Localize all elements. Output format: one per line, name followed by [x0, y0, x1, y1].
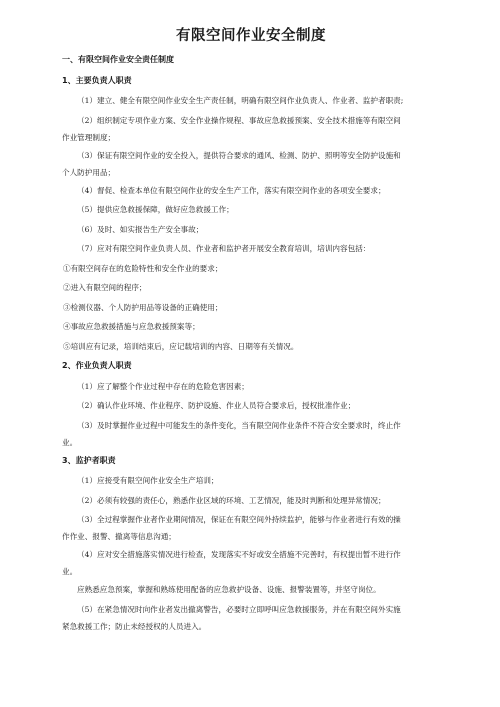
paragraph-line: 业。 — [62, 567, 78, 576]
subsection-heading-principal: 1、主要负责人职责 — [62, 75, 132, 85]
paragraph-line: 作作业、报警、撤离等信息沟通； — [62, 532, 176, 541]
section-heading-responsibility-system: 一、有限空间作业安全责任制度 — [62, 55, 174, 64]
paragraph-line: （3）及时掌握作业过程中可能发生的条件变化，当有限空间作业条件不符合安全要求时，终止作 — [77, 420, 401, 430]
paragraph — [62, 604, 440, 632]
paragraph-line: （5）在紧急情况时向作业者发出撤离警告，必要时立即呼叫应急救援服务，并在有限空间外实施 — [77, 604, 401, 614]
list-item: ④事故应急救援措施与应急救援预案等； — [63, 322, 200, 331]
paragraph — [62, 549, 440, 577]
subsection-heading-work-leader: 2、作业负责人职责 — [62, 361, 132, 370]
paragraph: （2）必须有较强的责任心，熟悉作业区域的环境、工艺情况，能及时判断和处理异常情况； — [77, 495, 386, 505]
document-page — [62, 26, 440, 639]
list-item: ③检测仪器、个人防护用品等设备的正确使用； — [63, 302, 223, 312]
paragraph — [62, 420, 440, 448]
paragraph: （1）应了解整个作业过程中存在的危险危害因素； — [77, 381, 249, 391]
paragraph-line: 业。 — [62, 437, 78, 447]
paragraph — [62, 115, 440, 143]
paragraph — [62, 150, 440, 178]
paragraph: （6）及时、如实报告生产安全事故； — [77, 224, 204, 234]
paragraph-line: （3）保证有限空间作业的安全投入，提供符合要求的通风、检测、防护、照明等安全防护设施和 — [77, 150, 401, 160]
paragraph-line: 个人防护用品； — [62, 167, 116, 177]
paragraph: （1）应接受有限空间作业安全生产培训； — [77, 476, 219, 485]
paragraph: （4）督促、检查本单位有限空间作业的安全生产工作，落实有限空间作业的各项安全要求； — [77, 185, 386, 195]
document-title: 有限空间作业安全制度 — [176, 28, 326, 44]
paragraph-line: 紧急救援工作；防止未经授权的人员进入。 — [62, 621, 207, 631]
paragraph-line: （4）应对安全措施落实情况进行检查，发现落实不好或安全措施不完善时，有权提出暂不进行作 — [77, 550, 401, 559]
paragraph-line: （3）全过程掌握作业者作业期间情况，保证在有限空间外持续监护，能够与作业者进行有效的操 — [77, 515, 401, 524]
paragraph: （2）确认作业环境、作业程序、防护设施、作业人员符合要求后，授权批准作业； — [77, 401, 356, 410]
paragraph: （5）提供应急救援保障，做好应急救援工作； — [77, 205, 234, 214]
subsection-heading-guardian: 3、监护者职责 — [62, 455, 116, 465]
paragraph — [62, 514, 440, 542]
paragraph-line: 作业管理制度； — [62, 132, 116, 142]
paragraph-line: （2）组织制定专项作业方案、安全作业操作规程、事故应急救援预案、安全技术措施等有限空间 — [77, 115, 401, 125]
paragraph: （1）建立、健全有限空间作业安全生产责任制，明确有限空间作业负责人、作业者、监护者职责; — [77, 96, 404, 105]
list-item: ②进入有限空间的程序； — [63, 283, 147, 292]
paragraph: （7）应对有限空间作业负责人员、作业者和监护者开展安全教育培训，培训内容包括： — [77, 244, 371, 253]
paragraph: 应熟悉应急预案，掌握和熟练使用配备的应急救护设备、设施、报警装置等，并坚守岗位。 — [77, 585, 381, 594]
list-item: ①有限空间存在的危险特性和安全作业的要求； — [63, 263, 223, 273]
list-item: ⑤培训应有记录，培训结束后，应记载培训的内容、日期等有关情况。 — [63, 341, 299, 351]
